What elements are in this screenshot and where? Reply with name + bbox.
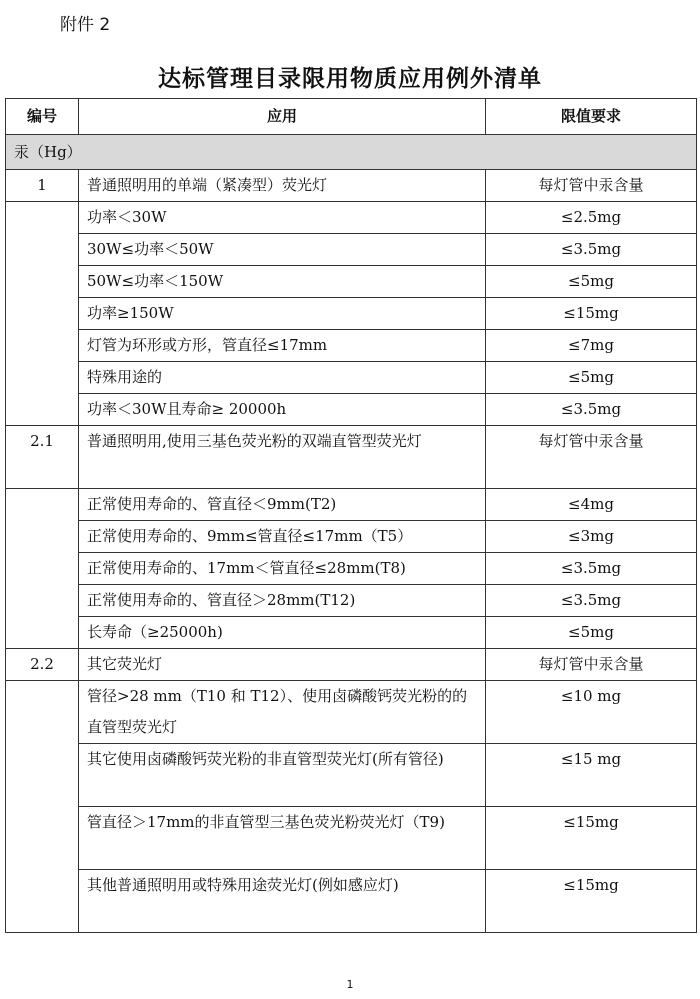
table-row xyxy=(6,394,697,426)
row-limit: ≤3.5mg xyxy=(486,585,697,617)
table-row xyxy=(6,521,697,553)
row-number-empty xyxy=(6,489,79,649)
row-application: 30W≤功率＜50W xyxy=(79,234,486,266)
row-application: 正常使用寿命的、管直径＜9mm(T2) xyxy=(79,489,486,521)
table-row xyxy=(6,617,697,649)
row-limit: 每灯管中汞含量 xyxy=(486,426,697,489)
row-limit: ≤5mg xyxy=(486,266,697,298)
page-number: 1 xyxy=(346,978,354,991)
row-number-empty xyxy=(6,202,79,426)
row-application: 正常使用寿命的、17mm＜管直径≤28mm(T8) xyxy=(79,553,486,585)
row-limit: ≤15mg xyxy=(486,870,697,933)
table-row xyxy=(6,681,697,744)
row-number: 2.1 xyxy=(6,426,79,489)
row-number: 1 xyxy=(6,170,79,202)
row-application: 其他普通照明用或特殊用途荧光灯(例如感应灯) xyxy=(79,870,486,933)
column-header-number: 编号 xyxy=(6,99,79,135)
row-application: 灯管为环形或方形，管直径≤17mm xyxy=(79,330,486,362)
row-application: 其它使用卤磷酸钙荧光粉的非直管型荧光灯(所有管径) xyxy=(79,744,486,807)
row-limit: 每灯管中汞含量 xyxy=(486,170,697,202)
row-limit: 每灯管中汞含量 xyxy=(486,649,697,681)
row-limit: ≤7mg xyxy=(486,330,697,362)
table-row xyxy=(6,489,697,521)
table-header-row xyxy=(6,99,697,135)
row-limit: ≤15mg xyxy=(486,298,697,330)
row-number-empty xyxy=(6,681,79,933)
row-application: 长寿命（≥25000h) xyxy=(79,617,486,649)
row-limit: ≤10 mg xyxy=(486,681,697,744)
table-row xyxy=(6,744,697,807)
row-limit: ≤3.5mg xyxy=(486,234,697,266)
table-row xyxy=(6,202,697,234)
column-header-limit: 限值要求 xyxy=(486,99,697,135)
table-row xyxy=(6,807,697,870)
row-application: 管径>28 mm（T10 和 T12）、使用卤磷酸钙荧光粉的的直管型荧光灯 xyxy=(79,681,486,744)
table-row xyxy=(6,298,697,330)
table-row xyxy=(6,330,697,362)
attachment-label: 附件 2 xyxy=(60,15,111,35)
table-row xyxy=(6,649,697,681)
row-limit: ≤4mg xyxy=(486,489,697,521)
table-row xyxy=(6,362,697,394)
table-row xyxy=(6,585,697,617)
row-application: 正常使用寿命的、管直径＞28mm(T12) xyxy=(79,585,486,617)
section-row-mercury xyxy=(6,135,697,170)
column-header-application: 应用 xyxy=(79,99,486,135)
section-label: 汞（Hg） xyxy=(6,135,697,170)
table-row xyxy=(6,234,697,266)
row-application: 普通照明用的单端（紧凑型）荧光灯 xyxy=(79,170,486,202)
exemption-table xyxy=(5,98,697,933)
table-row xyxy=(6,870,697,933)
row-application: 功率≥150W xyxy=(79,298,486,330)
row-application: 普通照明用,使用三基色荧光粉的双端直管型荧光灯 xyxy=(79,426,486,489)
row-limit: ≤2.5mg xyxy=(486,202,697,234)
document-title: 达标管理目录限用物质应用例外清单 xyxy=(158,66,542,92)
row-limit: ≤3.5mg xyxy=(486,553,697,585)
table-row xyxy=(6,170,697,202)
row-application: 特殊用途的 xyxy=(79,362,486,394)
row-application: 正常使用寿命的、9mm≤管直径≤17mm（T5） xyxy=(79,521,486,553)
row-application: 功率＜30W且寿命≥ 20000h xyxy=(79,394,486,426)
row-limit: ≤5mg xyxy=(486,617,697,649)
row-limit: ≤3.5mg xyxy=(486,394,697,426)
row-limit: ≤15mg xyxy=(486,807,697,870)
row-number: 2.2 xyxy=(6,649,79,681)
row-application: 功率＜30W xyxy=(79,202,486,234)
row-application: 管直径＞17mm的非直管型三基色荧光粉荧光灯（T9) xyxy=(79,807,486,870)
table-row xyxy=(6,553,697,585)
row-limit: ≤5mg xyxy=(486,362,697,394)
row-limit: ≤15 mg xyxy=(486,744,697,807)
row-application: 50W≤功率＜150W xyxy=(79,266,486,298)
row-application: 其它荧光灯 xyxy=(79,649,486,681)
table-row xyxy=(6,426,697,489)
row-limit: ≤3mg xyxy=(486,521,697,553)
table-row xyxy=(6,266,697,298)
